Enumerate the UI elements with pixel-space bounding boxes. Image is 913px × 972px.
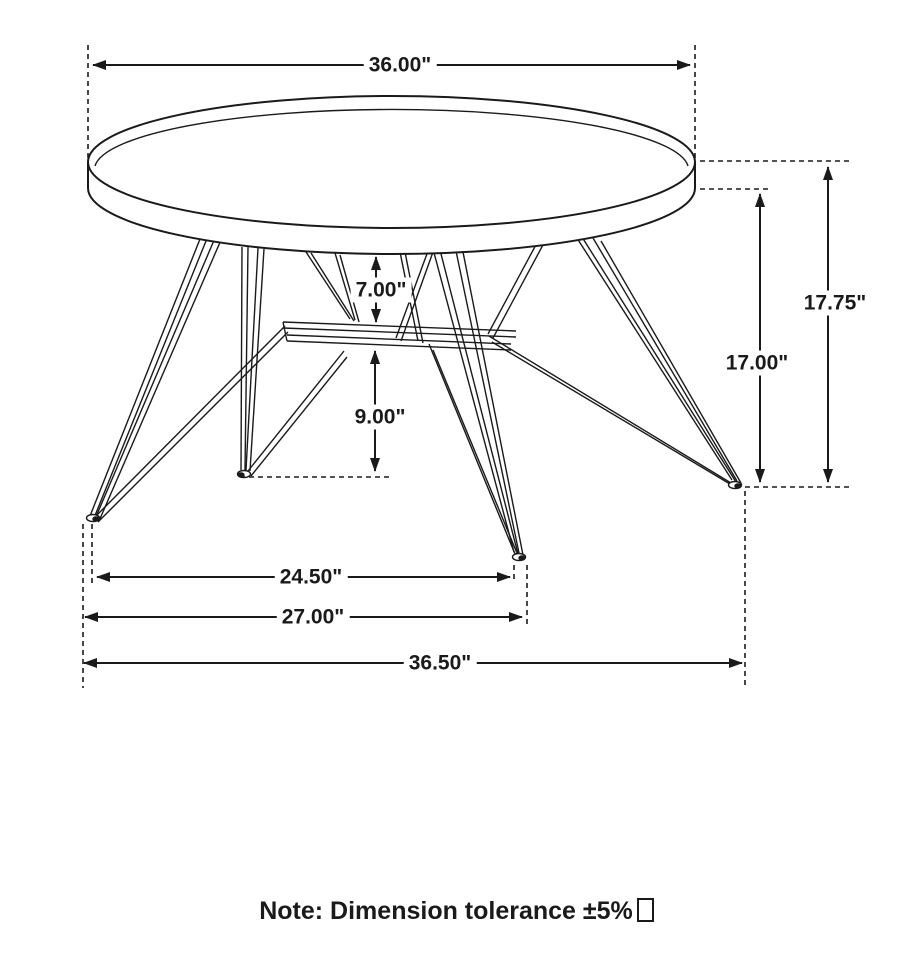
far-right-leg	[489, 235, 741, 487]
table-top	[88, 96, 695, 254]
dim-label-overall-height: 17.75"	[799, 291, 872, 316]
dim-label-base-height: 17.00"	[721, 351, 794, 376]
dim-label-top-diameter: 36.00"	[364, 53, 437, 78]
dim-label-mid-foot-span: 27.00"	[277, 605, 350, 630]
back-left-leg	[241, 247, 347, 476]
tolerance-note-text: Note: Dimension tolerance ±5%	[259, 897, 633, 925]
dim-label-inner-foot-span: 24.50"	[275, 565, 348, 590]
missing-glyph-box	[637, 898, 654, 922]
tolerance-note	[0, 898, 913, 926]
leg-feet	[87, 471, 742, 561]
table-top-fill	[88, 96, 695, 254]
table-legs	[87, 234, 742, 561]
dim-label-brace-to-floor: 9.00"	[350, 405, 411, 430]
dim-label-top-to-brace: 7.00"	[351, 278, 412, 303]
dim-label-overall-width: 36.50"	[404, 651, 477, 676]
front-left-leg	[90, 234, 288, 522]
